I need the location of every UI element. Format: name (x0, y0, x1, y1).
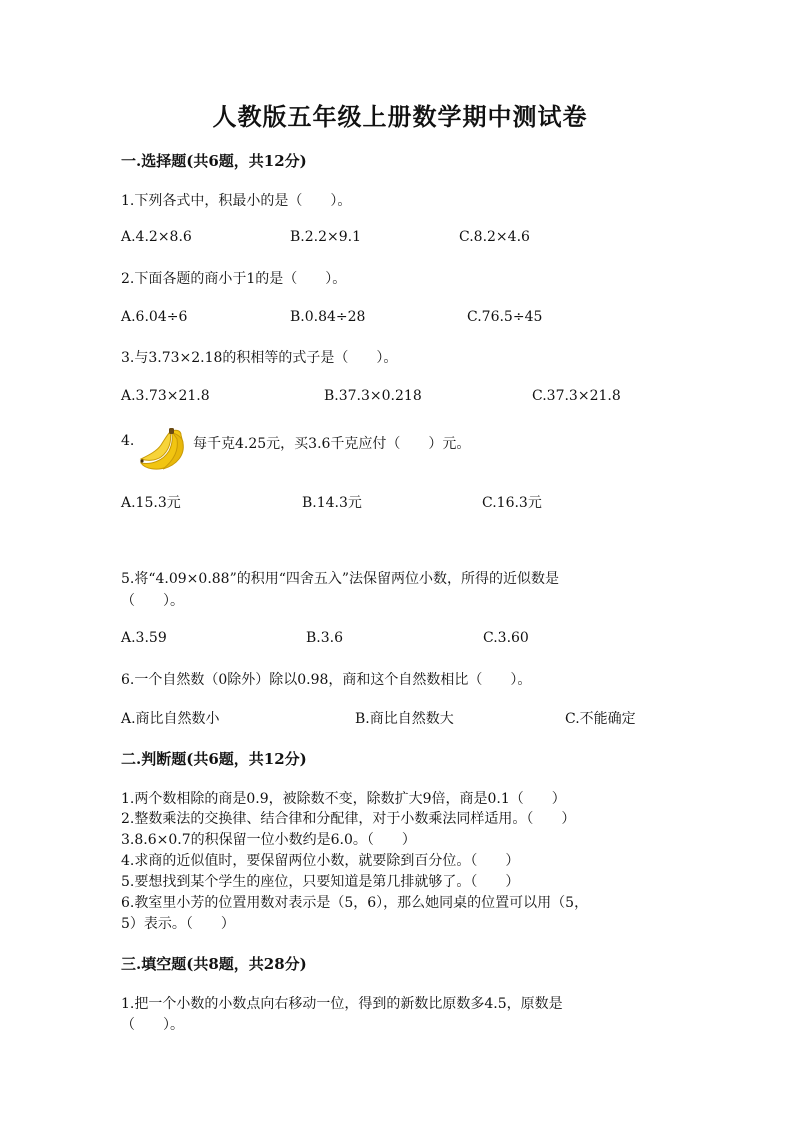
judge-line-2: 2.整数乘法的交换律、结合律和分配律，对于小数乘法同样适用。（ ） (121, 811, 576, 827)
option-4a: A.15.3元 (121, 495, 181, 511)
fill-line-1-cont: （ ）。 (121, 1017, 184, 1033)
question-5-cont: （ ）。 (121, 593, 184, 609)
option-1b: B.2.2×9.1 (290, 229, 361, 245)
option-5b: B.3.6 (306, 630, 344, 646)
option-2b: B.0.84÷28 (290, 309, 366, 325)
option-1c: C.8.2×4.6 (459, 229, 530, 245)
option-2a: A.6.04÷6 (121, 309, 188, 325)
judge-line-1: 1.两个数相除的商是0.9，被除数不变，除数扩大9倍，商是0.1（ ） (121, 791, 566, 807)
question-5: 5.将“4.09×0.88”的积用“四舍五入”法保留两位小数，所得的近似数是 (121, 571, 560, 587)
option-1a: A.4.2×8.6 (121, 229, 192, 245)
option-3c: C.37.3×21.8 (532, 388, 621, 404)
section-heading-fill: 三.填空题(共8题，共28分) (121, 955, 307, 973)
option-2c: C.76.5÷45 (467, 309, 543, 325)
option-4c: C.16.3元 (482, 495, 542, 511)
option-5c: C.3.60 (483, 630, 529, 646)
option-5a: A.3.59 (121, 630, 167, 646)
option-6a: A.商比自然数小 (121, 711, 220, 727)
judge-line-4: 4.求商的近似值时，要保留两位小数，就要除到百分位。（ ） (121, 853, 520, 869)
question-3: 3.与3.73×2.18的积相等的式子是（ ）。 (121, 350, 398, 366)
question-4-number: 4. (121, 433, 135, 449)
section-heading-choice: 一.选择题(共6题，共12分) (121, 152, 307, 170)
question-6: 6.一个自然数（0除外）除以0.98，商和这个自然数相比（ ）。 (121, 672, 532, 688)
judge-line-3: 3.8.6×0.7的积保留一位小数约是6.0。（ ） (121, 832, 416, 848)
option-4b: B.14.3元 (302, 495, 362, 511)
fill-line-1: 1.把一个小数的小数点向右移动一位，得到的新数比原数多4.5，原数是 (121, 996, 563, 1012)
question-4: 每千克4.25元，买3.6千克应付（ ）元。 (193, 436, 471, 452)
page-title: 人教版五年级上册数学期中测试卷 (212, 102, 588, 131)
banana-image (137, 427, 189, 471)
judge-line-6: 6.教室里小芳的位置用数对表示是（5，6），那么她同桌的位置可以用（5， (121, 895, 589, 911)
option-3b: B.37.3×0.218 (324, 388, 422, 404)
judge-line-5: 5.要想找到某个学生的座位，只要知道是第几排就够了。（ ） (121, 874, 520, 890)
option-6c: C.不能确定 (565, 711, 636, 727)
question-1: 1.下列各式中，积最小的是（ ）。 (121, 193, 352, 209)
section-heading-judge: 二.判断题(共6题，共12分) (121, 750, 307, 768)
option-6b: B.商比自然数大 (355, 711, 454, 727)
judge-line-6-cont: 5）表示。（ ） (121, 916, 235, 932)
question-2: 2.下面各题的商小于1的是（ ）。 (121, 271, 347, 287)
option-3a: A.3.73×21.8 (121, 388, 210, 404)
